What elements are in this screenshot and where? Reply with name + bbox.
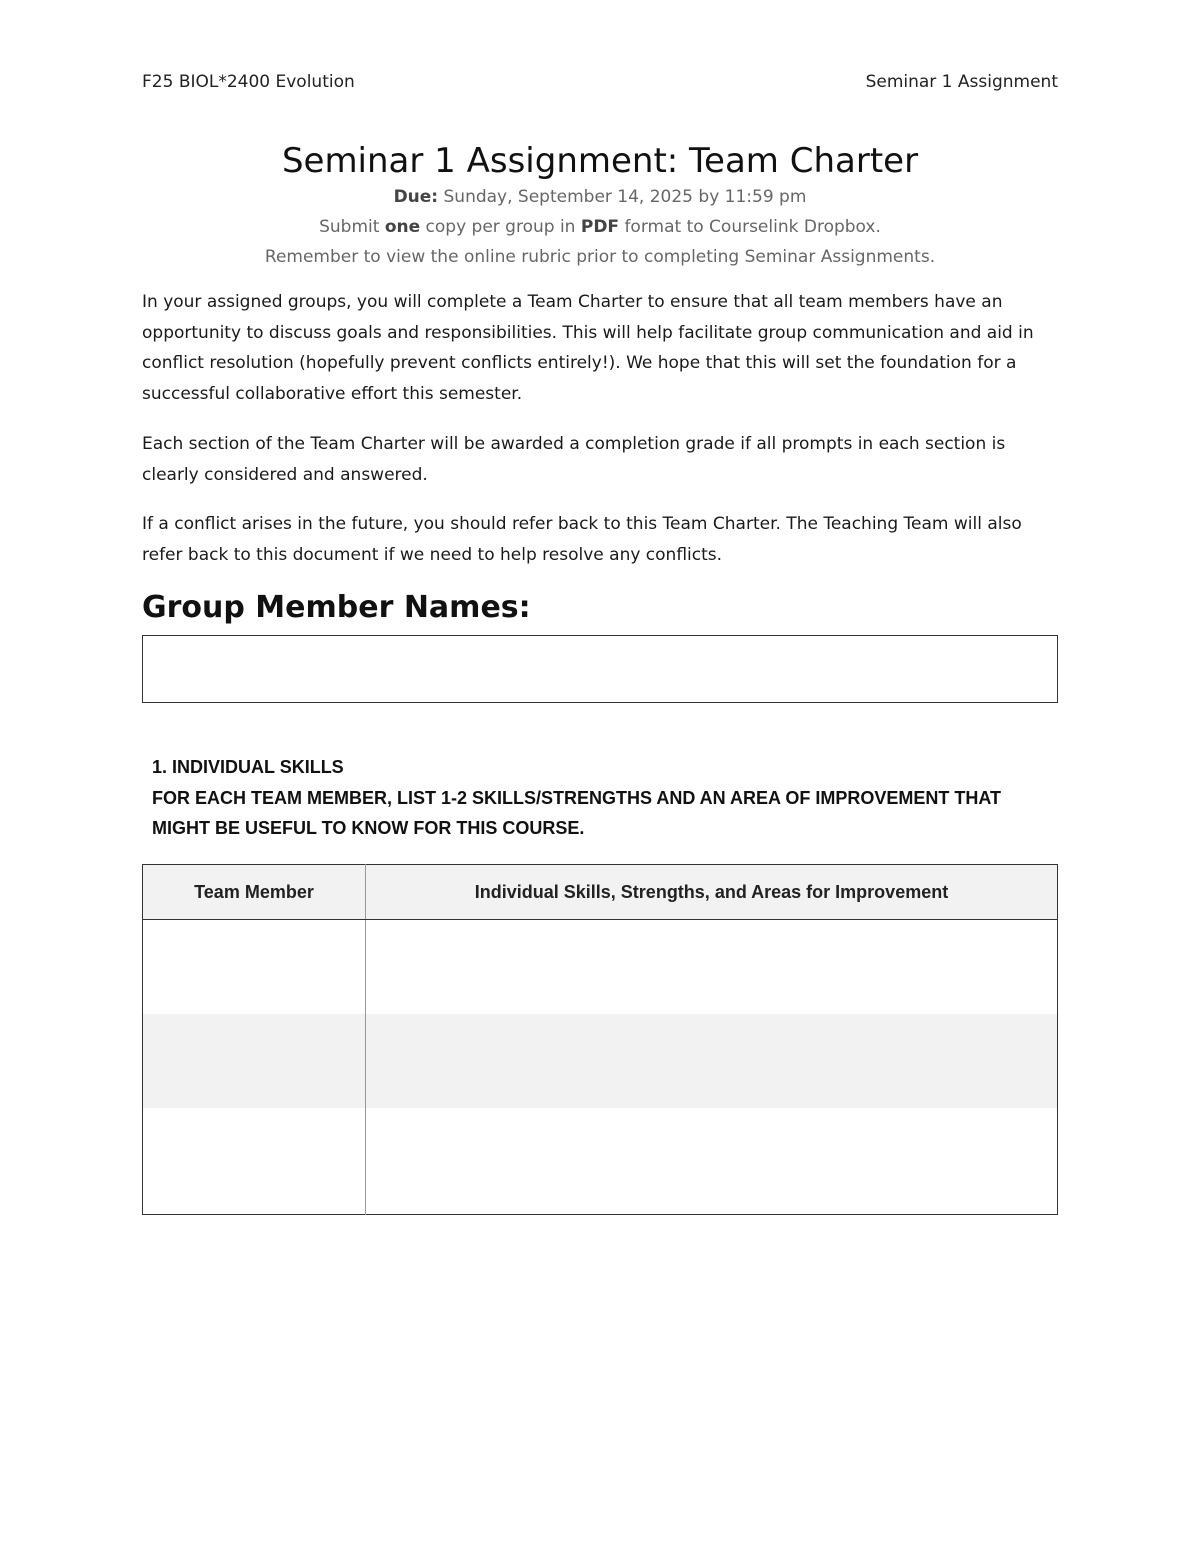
table-row: [143, 920, 1058, 1015]
grading-paragraph: Each section of the Team Charter will be awarded a completion grade if all prompts in each section is clearly considered and answered.: [142, 434, 1006, 485]
submit-one: one: [384, 217, 421, 237]
submit-text-mid: copy per group in: [420, 217, 581, 237]
skills-table: [142, 864, 1058, 1215]
table-row: [143, 1108, 1058, 1215]
submit-text-pre: Submit: [319, 217, 385, 237]
section1-title: 1. INDIVIDUAL SKILLS: [152, 757, 344, 777]
team-member-cell[interactable]: [143, 1014, 366, 1108]
header-assignment: Seminar 1 Assignment: [865, 72, 1058, 92]
section1-heading: [152, 752, 1052, 844]
column-header-skills: Individual Skills, Strengths, and Areas for Improvement: [366, 865, 1058, 920]
page-title: Seminar 1 Assignment: Team Charter: [281, 141, 919, 181]
due-label: Due:: [393, 187, 439, 207]
table-header-row: [143, 865, 1058, 920]
skills-cell[interactable]: [366, 1014, 1058, 1108]
submit-line: [142, 212, 1058, 242]
column-header-team-member: Team Member: [143, 865, 366, 920]
submit-pdf: PDF: [580, 217, 620, 237]
skills-cell[interactable]: [366, 920, 1058, 1015]
table-row: [143, 1014, 1058, 1108]
team-member-cell[interactable]: [143, 1108, 366, 1215]
running-header: [142, 72, 1058, 92]
submit-text-post: format to Courselink Dropbox.: [619, 217, 881, 237]
due-line: [142, 182, 1058, 212]
conflict-paragraph: If a conflict arises in the future, you should refer back to this Team Charter. The Teaching Team will also refer back to this document if we need to help resolve any conflicts.: [142, 514, 1022, 565]
team-member-cell[interactable]: [143, 920, 366, 1015]
intro-paragraph: In your assigned groups, you will complete a Team Charter to ensure that all team members have an opportunity to discuss goals and responsibilities. This will help facilitate group communication and aid in conflict resolution (hopefully prevent conflicts entirely!). We hope that this will set the foundation for a successful collaborative effort this semester.: [142, 292, 1034, 404]
group-names-field[interactable]: [142, 635, 1058, 703]
section1-instruction: FOR EACH TEAM MEMBER, LIST 1-2 SKILLS/STRENGTHS AND AN AREA OF IMPROVEMENT THAT MIGHT BE USEFUL TO KNOW FOR THIS COURSE.: [152, 787, 1002, 838]
due-date: Sunday, September 14, 2025 by 11:59 pm: [438, 187, 807, 207]
title-block: [142, 140, 1058, 272]
group-names-heading: Group Member Names:: [142, 590, 531, 625]
header-course: F25 BIOL*2400 Evolution: [142, 72, 355, 92]
rubric-reminder: Remember to view the online rubric prior to completing Seminar Assignments.: [264, 247, 936, 267]
skills-cell[interactable]: [366, 1108, 1058, 1215]
